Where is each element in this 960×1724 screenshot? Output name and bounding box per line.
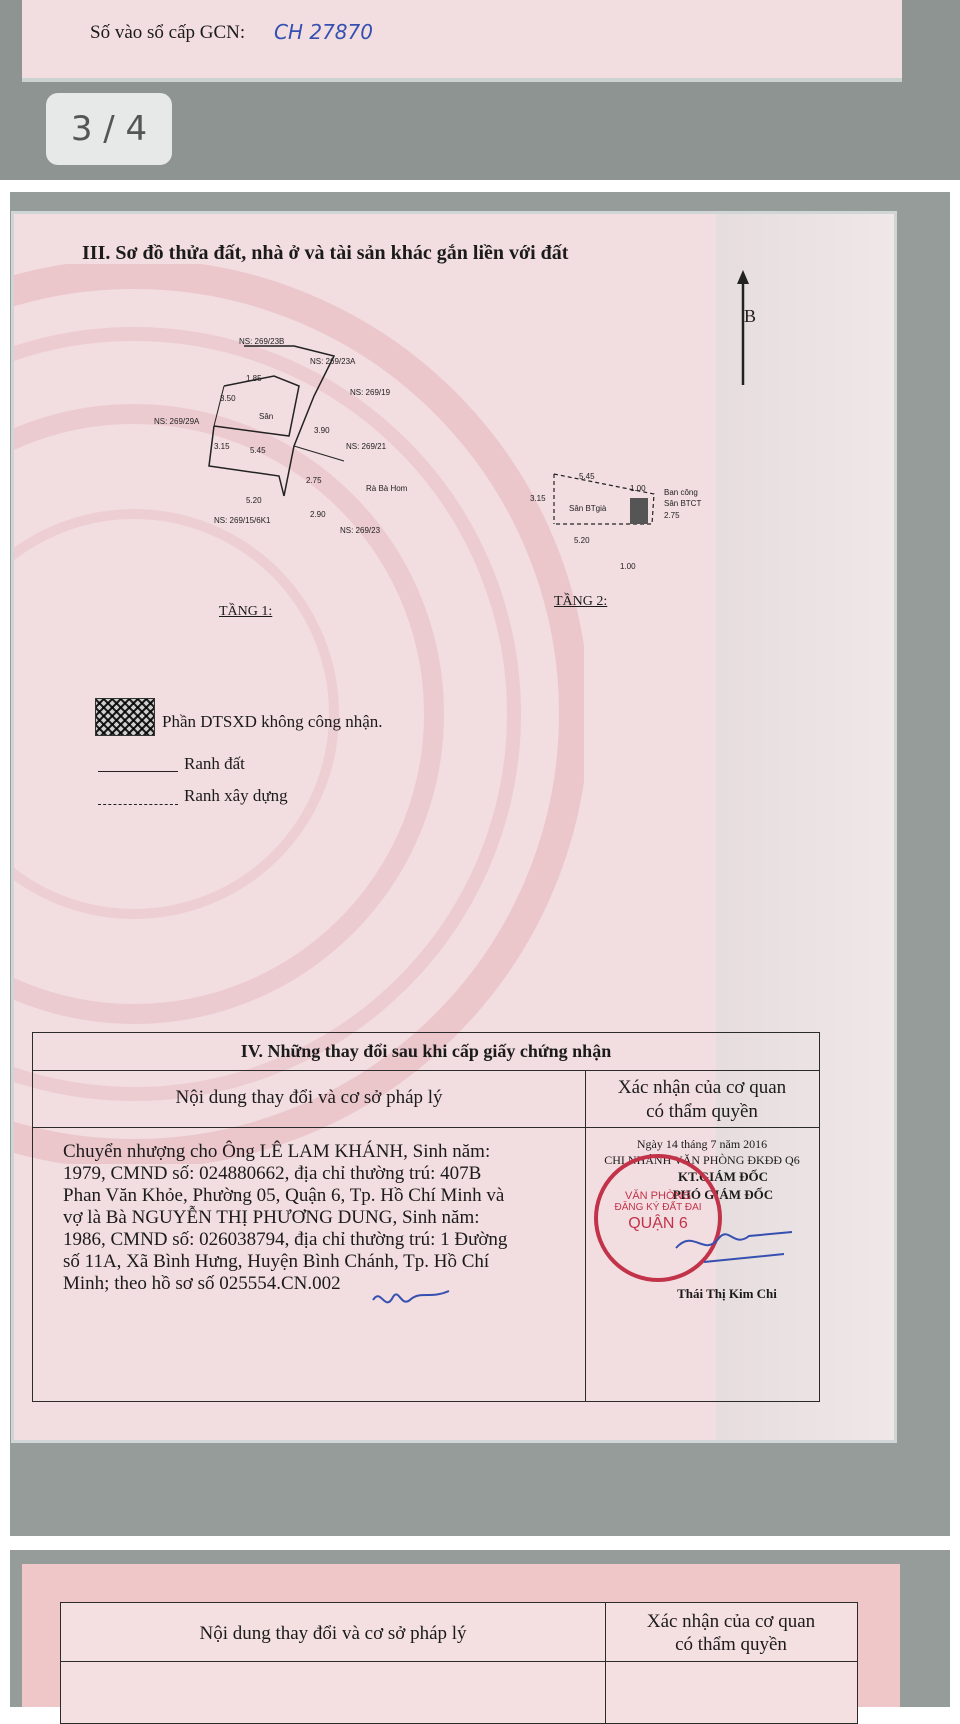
bottom-col2-header-line1: Xác nhận của cơ quan [646,1611,816,1632]
confirm-title-2: PHÓ GIÁM ĐỐC [672,1187,774,1202]
content-line: vợ là Bà NGUYỄN THỊ PHƯƠNG DUNG, Sinh năm: [63,1207,480,1228]
plan-label-ra-ba-hom: Rà Bà Hom [366,484,408,493]
stamp-line-3: QUẬN 6 [628,1215,688,1232]
plan-label-ban-cong: Ban công [664,488,698,497]
plan-dim-545-f1: 5.45 [250,446,266,455]
section4-heading: IV. Những thay đổi sau khi cấp giấy chứng nhận [240,1041,612,1061]
section4-heading-row-divider [33,1070,819,1071]
plan-label-ns7: NS: 269/23 [340,526,381,535]
legend-item-ranh-xay-dung: Ranh xây dựng [184,786,288,805]
plan-dim-315-f1: 3.15 [214,442,230,451]
legend-solid-line [98,771,178,772]
bottom-col2-header-line2: có thẩm quyền [675,1634,787,1655]
stamp-line-2: ĐĂNG KÝ ĐẤT ĐAI [614,1202,702,1213]
plan-dim-520-f2: 5.20 [574,536,590,545]
plan-dim-520-f1: 5.20 [246,496,262,505]
plan-dim-390: 3.90 [314,426,330,435]
north-label: B [744,306,757,326]
section4-col2-header-line1: Xác nhận của cơ quan [617,1077,787,1098]
plan-dim-350: 3.50 [220,394,236,403]
plan-label-san-btgia: Sân BTgià [569,504,607,513]
legend-dashed-line [98,804,178,805]
section4-header-row-divider [33,1127,819,1128]
floor2-plan [544,464,684,534]
floor1-label: TẦNG 1: [219,604,273,619]
so-vao-so-value: CH 27870 [274,20,373,44]
plan-dim-315-f2: 3.15 [530,494,546,503]
page-separator [0,1536,960,1550]
page-separator [0,180,960,192]
section3-heading: III. Sơ đồ thửa đất, nhà ở và tài sản khác gắn liền với đất [82,242,569,264]
plan-dim-545-f2: 5.45 [579,472,595,481]
legend-hatch-swatch [95,698,155,736]
bottom-col1-header: Nội dung thay đổi và cơ sở pháp lý [199,1623,467,1644]
plan-dim-100-f2-top: 1.00 [630,484,646,493]
content-line: số 11A, Xã Bình Hưng, Huyện Bình Chánh, Tp. Hồ Chí [63,1251,490,1272]
plan-dim-275-f2: 2.75 [664,511,680,520]
top-page-fragment [22,0,902,82]
plan-dim-290: 2.90 [310,510,326,519]
plan-label-ns4: NS: 269/29A [154,417,200,426]
confirm-office: CHI NHÁNH VĂN PHÒNG ĐKĐĐ Q6 [604,1153,800,1167]
plan-dim-275-f1: 2.75 [306,476,322,485]
content-line: Chuyển nhượng cho Ông LÊ LAM KHÁNH, Sinh năm: [63,1141,491,1162]
section4-content-cell [63,1141,575,1295]
floor1-plan [194,326,424,526]
plan-label-san: Sân [259,412,274,421]
section4-col1-header: Nội dung thay đổi và cơ sở pháp lý [175,1087,443,1108]
content-line: Phan Văn Khỏe, Phường 05, Quận 6, Tp. Hồ Chí Minh và [63,1185,505,1206]
content-line: 1986, CMND số: 026038794, địa chỉ thường trú: 1 Đường [63,1229,508,1250]
page-counter-badge: 3 / 4 [46,93,172,165]
legend-item-ranh-dat: Ranh đất [184,754,245,773]
plan-label-ns6: NS: 269/15/6K1 [214,516,271,525]
bottom-page-fragment [22,1564,900,1707]
content-line: 1979, CMND số: 024880662, địa chỉ thường trú: 407B [63,1163,482,1184]
content-line: Minh; theo hồ sơ số 025554.CN.002 [63,1273,341,1294]
plan-label-ns3: NS: 269/19 [350,388,391,397]
legend-item-dtsxd: Phần DTSXD không công nhận. [162,712,383,731]
main-document-page [14,214,894,1440]
north-arrow-icon [728,270,758,390]
so-vao-so-label: Số vào sổ cấp GCN: [90,22,246,43]
confirm-signer: Thái Thị Kim Chi [677,1286,777,1301]
floor2-label: TẦNG 2: [554,594,608,609]
confirm-date: Ngày 14 tháng 7 năm 2016 [636,1137,768,1151]
content-signature-icon [371,1285,451,1315]
bottom-header-divider [61,1661,857,1662]
plan-dim-100-f2-bottom: 1.00 [620,562,636,571]
stamp-line-1: VĂN PHÒNG [624,1190,691,1202]
approval-signature-icon [674,1218,794,1268]
plan-label-ns5: NS: 269/21 [346,442,387,451]
plan-label-ns2: NS: 269/23A [310,357,356,366]
confirm-title-1: KT.GIÁM ĐỐC [677,1169,769,1184]
plan-dim-185: 1.85 [246,374,262,383]
bottom-table [60,1602,858,1724]
section4-col2-header-line2: có thẩm quyền [646,1101,758,1122]
plan-label-san-btct: Sân BTCT [664,499,702,508]
plan-label-ns1: NS: 269/23B [239,337,285,346]
